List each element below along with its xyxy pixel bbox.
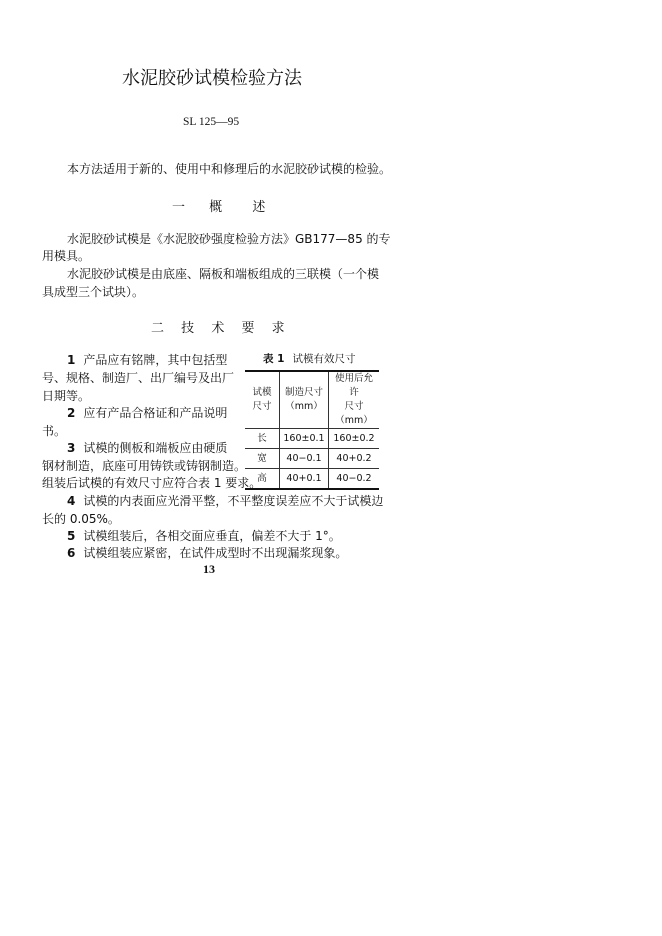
intro-paragraph: 本方法适用于新的、使用中和修理后的水泥胶砂试模的检验。 bbox=[67, 162, 392, 176]
table-caption-text: 试模有效尺寸 bbox=[292, 353, 356, 365]
header-line: 尺寸（mm） bbox=[335, 401, 373, 426]
table-caption-label: 表 1 bbox=[263, 353, 285, 365]
table-cell: 40−0.2 bbox=[329, 469, 380, 490]
req-item-number: 4 bbox=[67, 494, 76, 508]
table-cell: 40+0.2 bbox=[329, 449, 380, 469]
dimensions-table bbox=[245, 370, 379, 490]
table-row bbox=[245, 469, 379, 490]
req-item-3-line3: 组装后试模的有效尺寸应符合表 1 要求。 bbox=[42, 476, 262, 490]
page-number: 13 bbox=[203, 562, 215, 576]
req-item-text: 应有产品合格证和产品说明 bbox=[83, 406, 228, 420]
table-cell: 40−0.1 bbox=[280, 449, 329, 469]
req-item-text: 产品应有铭牌，其中包括型 bbox=[83, 353, 228, 367]
header-line: 尺寸 bbox=[252, 401, 272, 412]
table-row bbox=[245, 449, 379, 469]
table-cell: 160±0.1 bbox=[280, 429, 329, 449]
req-item-number: 6 bbox=[67, 546, 76, 560]
table-cell: 40+0.1 bbox=[280, 469, 329, 490]
req-item-4-line1 bbox=[67, 492, 383, 511]
section2-heading-char: 技 bbox=[181, 321, 195, 336]
table-header-row bbox=[245, 371, 379, 429]
header-line: 试模 bbox=[252, 387, 272, 398]
header-line: （mm） bbox=[285, 401, 323, 412]
table-header-cell bbox=[280, 371, 329, 429]
req-item-6-line1 bbox=[67, 544, 347, 563]
section1-para1-line1: 水泥胶砂试模是《水泥胶砂强度检验方法》GB177—85 的专 bbox=[67, 232, 391, 246]
section2-heading-char: 要 bbox=[241, 321, 255, 336]
req-item-2-line2: 书。 bbox=[42, 424, 67, 438]
header-line: 使用后允许 bbox=[334, 373, 373, 398]
table-cell: 宽 bbox=[245, 449, 280, 469]
req-item-3-line2: 钢材制造，底座可用铸铁或铸钢制造。 bbox=[42, 459, 247, 473]
standard-number: SL 125—95 bbox=[183, 116, 240, 128]
section1-heading-char: 概 bbox=[209, 200, 223, 215]
section2-heading bbox=[151, 317, 285, 336]
section1-para1-line2: 用模具。 bbox=[42, 249, 91, 263]
section2-heading-char: 二 bbox=[151, 321, 165, 336]
table-header-cell bbox=[245, 371, 280, 429]
table-cell: 160±0.2 bbox=[329, 429, 380, 449]
req-item-number: 3 bbox=[67, 441, 76, 455]
req-item-number: 5 bbox=[67, 529, 76, 543]
req-item-text: 试模组装后，各相交面应垂直，偏差不大于 1°。 bbox=[83, 529, 341, 543]
header-line: 制造尺寸 bbox=[284, 387, 323, 398]
section1-heading-char: 一 bbox=[172, 200, 186, 215]
table-row bbox=[245, 429, 379, 449]
document-title: 水泥胶砂试模检验方法 bbox=[122, 68, 302, 89]
table-caption bbox=[263, 351, 355, 366]
section1-heading bbox=[172, 196, 265, 215]
req-item-text: 试模的侧板和端板应由硬质 bbox=[83, 441, 228, 455]
req-item-3-line1 bbox=[67, 439, 227, 458]
req-item-1-line3: 日期等。 bbox=[42, 389, 91, 403]
req-item-text: 试模的内表面应光滑平整，不平整度误差应不大于试模边 bbox=[83, 494, 384, 508]
req-item-text: 试模组装应紧密，在试件成型时不出现漏浆现象。 bbox=[83, 546, 348, 560]
section1-heading-char: 述 bbox=[252, 200, 266, 215]
section2-heading-char: 术 bbox=[211, 321, 225, 336]
table-cell: 长 bbox=[245, 429, 280, 449]
section1-para2-line1: 水泥胶砂试模是由底座、隔板和端板组成的三联模（一个模 bbox=[67, 267, 380, 281]
table-header-cell bbox=[329, 371, 380, 429]
section2-heading-char: 求 bbox=[271, 321, 285, 336]
req-item-4-line2: 长的 0.05%。 bbox=[42, 512, 120, 526]
section1-para2-line2: 具成型三个试块）。 bbox=[42, 285, 145, 299]
req-item-number: 2 bbox=[67, 406, 76, 420]
req-item-number: 1 bbox=[67, 353, 76, 367]
table-cell: 高 bbox=[245, 469, 280, 490]
req-item-2-line1 bbox=[67, 404, 227, 423]
req-item-1-line1 bbox=[67, 351, 227, 370]
req-item-1-line2: 号、规格、制造厂、出厂编号及出厂 bbox=[42, 371, 235, 385]
